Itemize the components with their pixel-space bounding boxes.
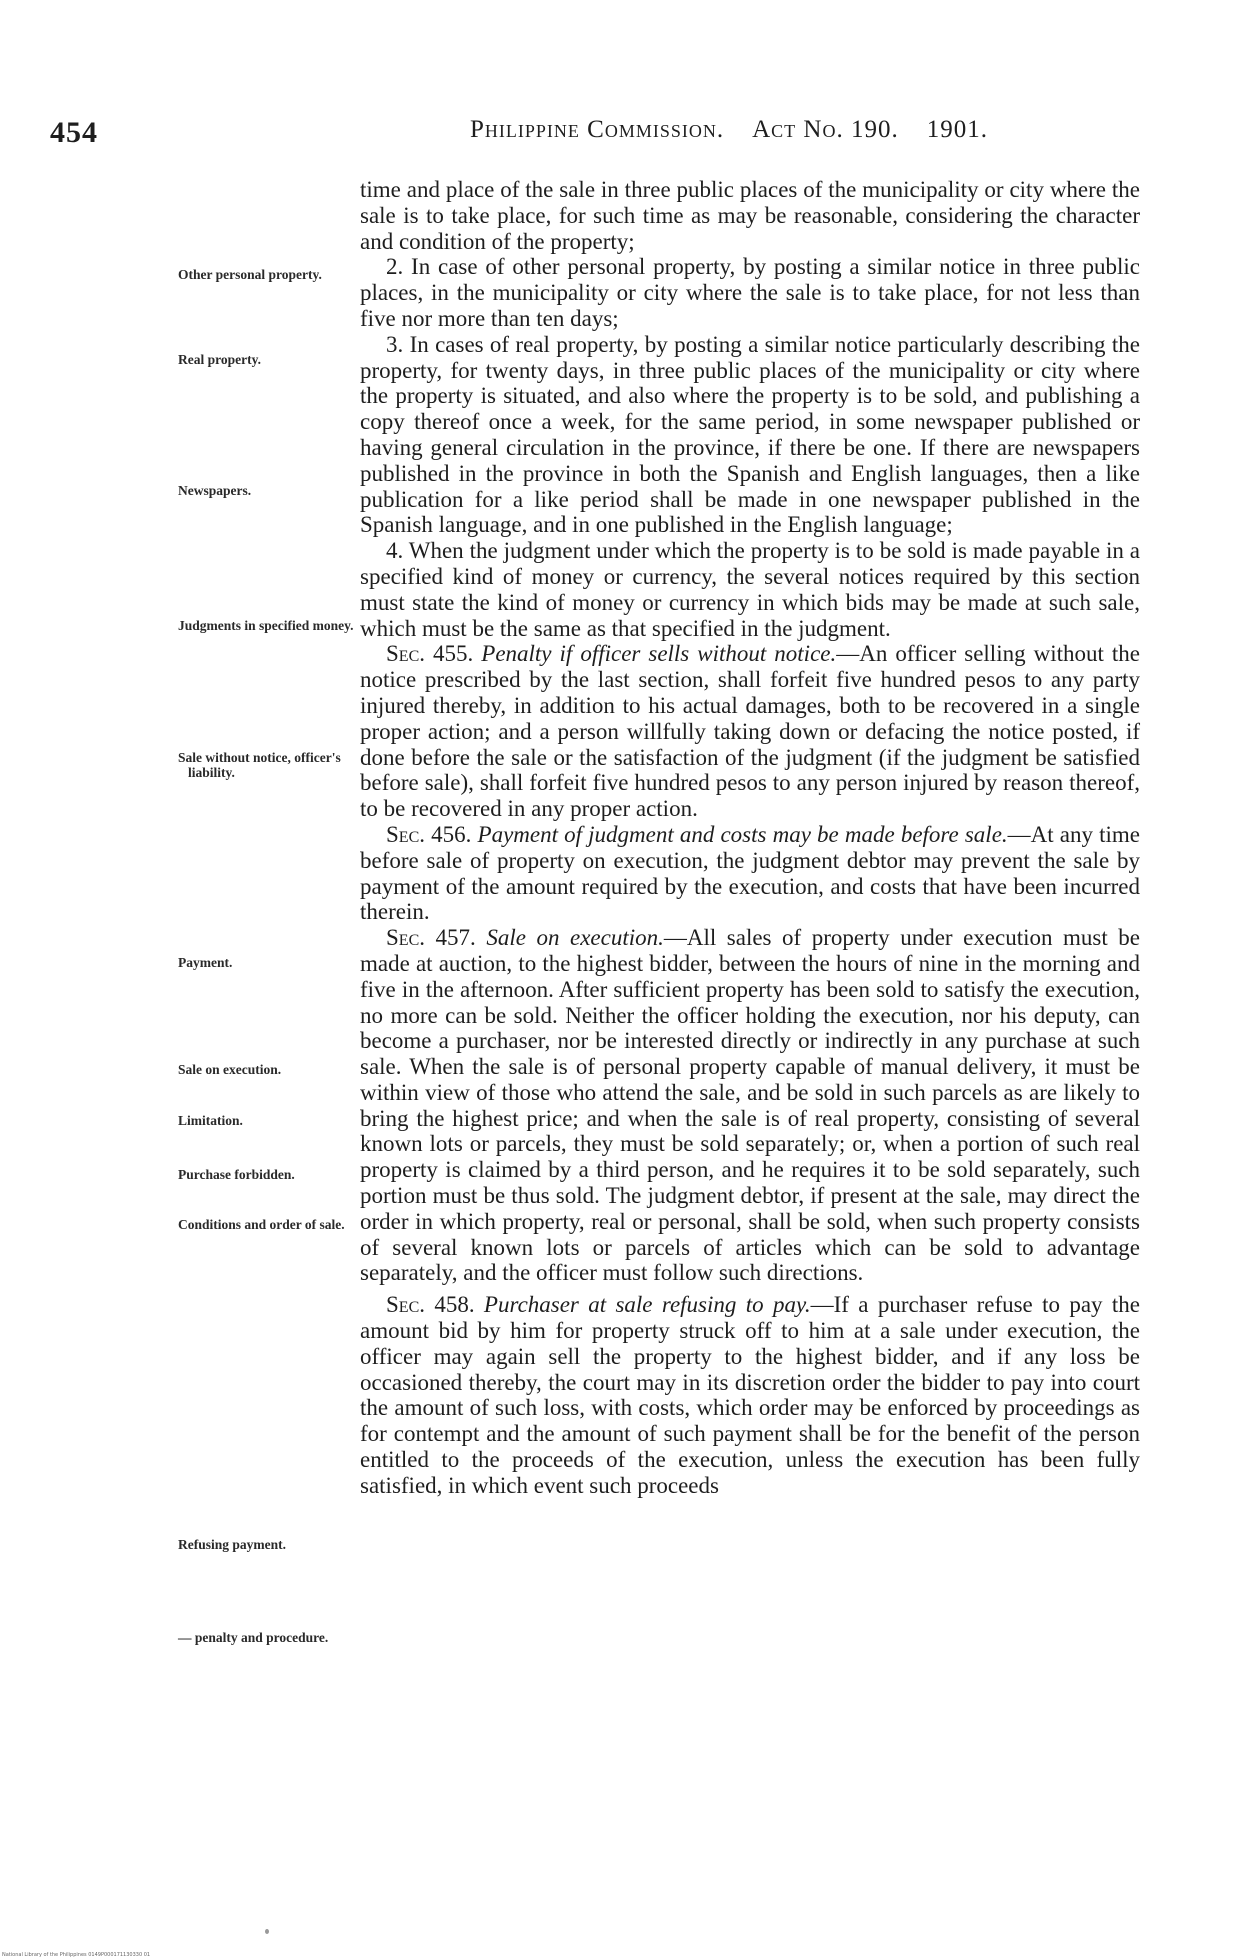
- section-label: Sec. 458.: [386, 1292, 475, 1318]
- page-number: 454: [50, 116, 98, 149]
- section-title: Sale on execution.: [486, 925, 664, 951]
- section-text: —An officer selling without the notice prescribed by the last section, shall forfeit five hundred pesos to any party injured thereby, in addition to his actual damages, both to be recovered in a single proper action; and a person willfully taking down or defacing the notice posted, if done before the sale or the satisfaction of the judgment (if the judgment be satisfied before sale), shall forfeit five hundred pesos to any person injured by reason thereof, to be recovered in any proper action.: [360, 641, 1140, 822]
- margin-note: Sale without notice, officer's liability.: [178, 750, 341, 780]
- section-label: Sec. 457.: [386, 925, 476, 951]
- margin-note: Real property.: [178, 352, 261, 367]
- paragraph: 3. In cases of real property, by posting a similar notice particularly describing the property, for twenty days, in three public places of the municipality or city where the property is situated, and also where the property is to be sold, and publishing a copy thereof once a week, for the same period, in some newspaper published or having general circulation in the province, if there be one. If there are newspapers published in the province in both the Spanish and English languages, then a like publication for a like period shall be made in one newspaper published in the Spanish language, and in one published in the English language;: [360, 331, 1140, 538]
- margin-note: Refusing payment.: [178, 1537, 287, 1552]
- section-title: Purchaser at sale refusing to pay.: [483, 1292, 811, 1318]
- paragraph: 4. When the judgment under which the property is to be sold is made payable in a specified kind of money or currency, the several notices required by this section must state the kind of money or currency in which bids may be made at such sale, which must be the same as that specified in the judgment.: [360, 538, 1140, 641]
- margin-note: Payment.: [178, 955, 233, 970]
- section-458: [360, 1292, 1140, 1498]
- scan-speck: [265, 1929, 269, 1934]
- margin-note: Judgments in specified money.: [178, 618, 354, 633]
- margin-note: — penalty and procedure.: [178, 1630, 329, 1645]
- paragraph: time and place of the sale in three public places of the municipality or city where the sale is to take place, for such time as may be reasonable, considering the character and condition of the property;: [360, 177, 1140, 254]
- section-text: —At any time before sale of property on execution, the judgment debtor may prevent the sale by payment of the amount required by the execution, and costs that have been incurred therein.: [360, 821, 1140, 925]
- section-457: [360, 925, 1140, 1286]
- section-label: Sec. 456.: [386, 821, 472, 847]
- paragraph: 2. In case of other personal property, by posting a similar notice in three public places, in the municipality or city where the sale is to take place, for not less than five nor more than ten days;: [360, 254, 1140, 331]
- margin-note: Purchase forbidden.: [178, 1167, 295, 1182]
- running-head-act: Act No. 190.: [752, 116, 899, 143]
- running-head-year: 1901.: [926, 116, 988, 143]
- section-title: Payment of judgment and costs may be made before sale.: [477, 821, 1008, 847]
- margin-note: Newspapers.: [178, 483, 252, 498]
- scan-credit: National Library of the Philippines 0149P000171130330 01: [2, 1952, 151, 1958]
- section-text: —If a purchaser refuse to pay the amount bid by him for property struck off to him at a sale under execution, the officer may again sell the property to the highest bidder, and if any loss be occasioned thereby, the court may in its discretion order the bidder to pay into court the amount of such loss, with costs, which order may be enforced by proceedings as for contempt and the amount of such payment shall be for the benefit of the person entitled to the proceeds of the execution, unless the execution has been fully satisfied, in which event such proceeds: [360, 1292, 1140, 1498]
- running-head-publisher: Philippine Commission.: [470, 116, 725, 143]
- section-text: —All sales of property under execution must be made at auction, to the highest bidder, between the hours of nine in the morning and five in the afternoon. After sufficient property has been sold to satisfy the execution, no more can be sold. Neither the officer holding the execution, nor his deputy, can become a purchaser, nor be interested directly or indirectly in any purchase at such sale. When the sale is of personal property capable of manual delivery, it must be within view of those who attend the sale, and be sold in such parcels as are likely to bring the highest price; and when the sale is of real property, consisting of several known lots or parcels, they must be sold separately; or, when a portion of such real property is claimed by a third person, and he requires it to be sold separately, such portion must be thus sold. The judgment debtor, if present at the sale, may direct the order in which property, real or personal, shall be sold, when such property consists of several known lots or parcels of articles which can be sold to advantage separately, and the officer must follow such directions.: [360, 925, 1141, 1286]
- margin-note: Sale on execution.: [178, 1062, 282, 1077]
- margin-note: Other personal property.: [178, 267, 322, 282]
- section-label: Sec. 455.: [386, 641, 474, 667]
- section-455: [360, 641, 1140, 822]
- section-title: Penalty if officer sells without notice.: [481, 641, 837, 667]
- margin-note: Conditions and order of sale.: [178, 1217, 345, 1232]
- body-text: [360, 177, 1140, 1499]
- margin-note: Limitation.: [178, 1113, 243, 1128]
- running-head: [470, 116, 988, 144]
- section-456: [360, 822, 1140, 925]
